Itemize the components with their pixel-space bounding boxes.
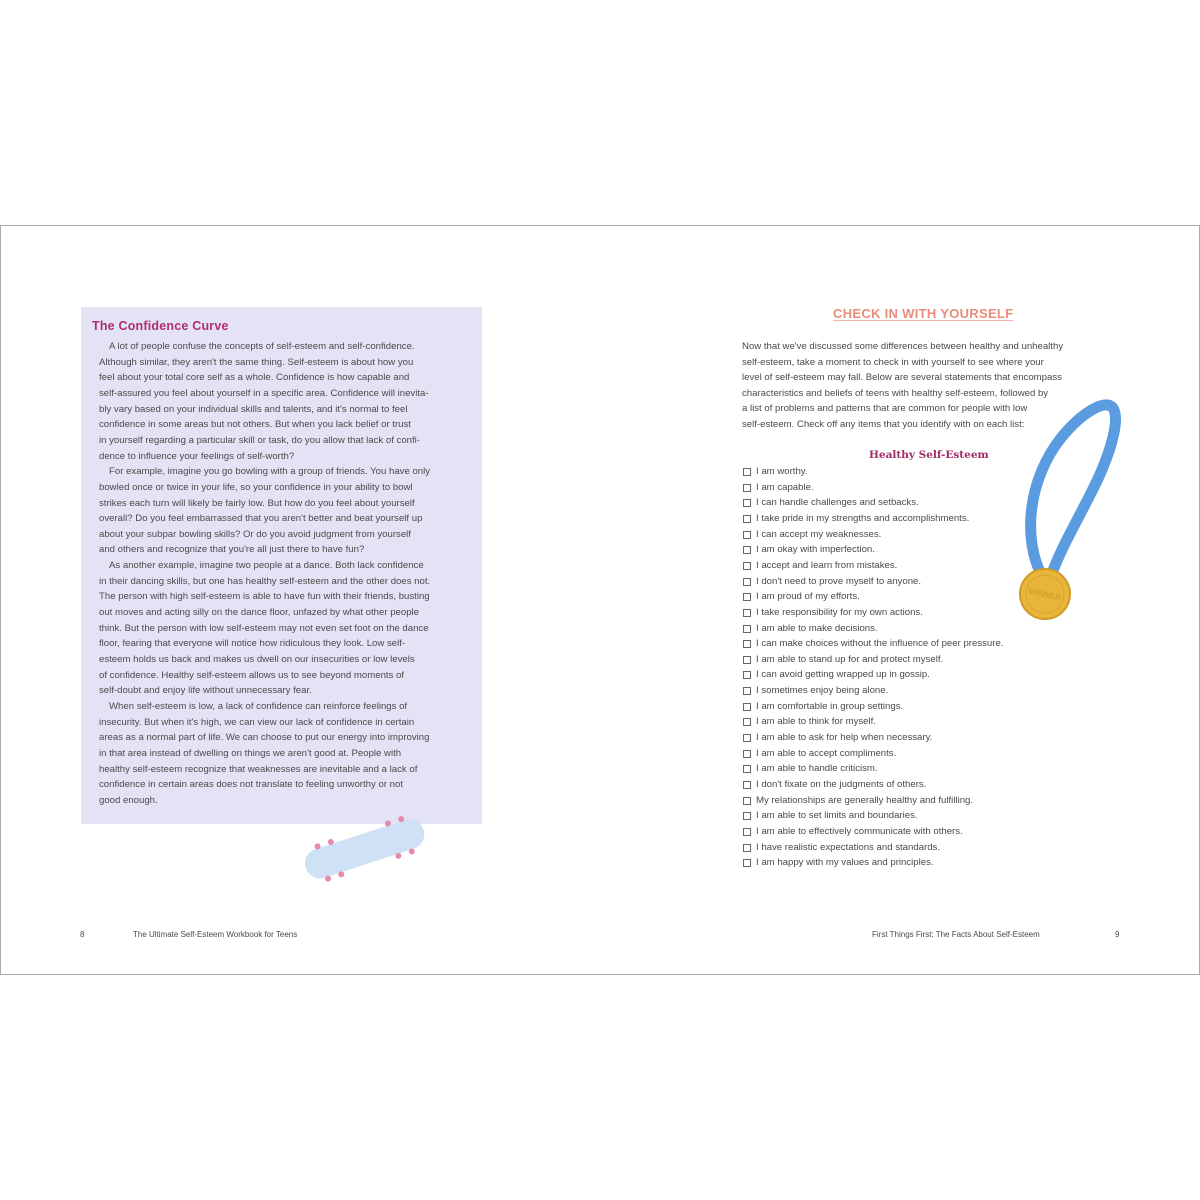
body-line: A lot of people confuse the concepts of self-esteem and self-confidence. xyxy=(109,341,415,352)
checkbox-icon[interactable] xyxy=(743,671,751,679)
body-line: bowled once or twice in your life, so your confidence in your ability to bowl xyxy=(99,481,413,493)
intro-line: self-esteem, take a moment to check in with yourself to see where your xyxy=(742,356,1044,368)
checklist-item-label: I am worthy. xyxy=(756,466,808,477)
body-line: self-assured you feel about yourself in a specific area. Confidence will inevita- xyxy=(99,387,429,399)
body-line: dence to influence your feelings of self-worth? xyxy=(99,450,295,462)
checklist-item-label: I sometimes enjoy being alone. xyxy=(756,685,889,697)
checkbox-icon[interactable] xyxy=(743,656,751,664)
checkbox-icon[interactable] xyxy=(743,765,751,773)
checkbox-icon[interactable] xyxy=(743,531,751,539)
skateboard-illustration xyxy=(294,812,434,882)
checklist-item-label: I am okay with imperfection. xyxy=(756,544,875,556)
body-line: out moves and acting silly on the dance floor, unfazed by what other people xyxy=(99,607,419,619)
checklist-item-label: I can make choices without the influence of peer pressure. xyxy=(756,638,1004,650)
checkbox-icon[interactable] xyxy=(743,640,751,648)
checkbox-icon[interactable] xyxy=(743,828,751,836)
body-line: in their dancing skills, but one has healthy self-esteem and the other does not. xyxy=(99,575,431,587)
checklist-item-label: I am comfortable in group settings. xyxy=(756,700,904,712)
checklist-item-label: My relationships are generally healthy and fulfilling. xyxy=(756,794,974,806)
body-line: confidence in some areas but not others. But when you lack belief or trust xyxy=(99,419,411,431)
checklist-item-label: I have realistic expectations and standards. xyxy=(756,841,940,853)
body-line: and others and recognize that you're all just there to have fun? xyxy=(99,544,365,556)
body-line: overall? Do you feel embarrassed that you aren't better and beat yourself up xyxy=(99,513,423,525)
checkbox-icon[interactable] xyxy=(743,844,751,852)
body-line: When self-esteem is low, a lack of confidence can reinforce feelings of xyxy=(109,700,408,712)
checkbox-icon[interactable] xyxy=(743,781,751,789)
intro-line: a list of problems and patterns that are common for people with low xyxy=(742,403,1028,415)
checklist-item-label: I am able to make decisions. xyxy=(756,622,878,634)
body-line: Although similar, they aren't the same thing. Self-esteem is about how you xyxy=(99,356,414,368)
checklist-item-label: I accept and learn from mistakes. xyxy=(756,559,898,571)
checkbox-icon[interactable] xyxy=(743,515,751,523)
intro-line: level of self-esteem may fall. Below are several statements that encompass xyxy=(742,372,1062,384)
body-line: areas as a normal part of life. We can choose to put our energy into improving xyxy=(99,732,430,744)
body-line: confidence in certain areas does not translate to feeling unworthy or not xyxy=(99,779,403,791)
medal-text: WINNER xyxy=(1028,586,1062,603)
checkbox-icon[interactable] xyxy=(743,687,751,695)
body-line: good enough. xyxy=(99,794,158,806)
checkbox-icon[interactable] xyxy=(743,499,751,507)
intro-line: self-esteem. Check off any items that you identify with on each list: xyxy=(742,419,1025,430)
checklist-item-label: I don't fixate on the judgments of others. xyxy=(756,779,927,790)
confidence-curve-sidebar xyxy=(81,307,482,824)
checklist-item-label: I am able to accept compliments. xyxy=(756,747,897,759)
checkbox-icon[interactable] xyxy=(743,734,751,742)
body-line: esteem holds us back and makes us dwell on our insecurities or low levels xyxy=(99,654,415,665)
checklist-item-label: I am able to handle criticism. xyxy=(756,763,878,775)
checklist-item-label: I can accept my weaknesses. xyxy=(756,528,882,540)
body-line: floor, fearing that everyone will notice how ridiculous they look. Low self- xyxy=(99,638,406,650)
body-line: about your subpar bowling skills? Or do you avoid judgment from yourself xyxy=(99,528,411,540)
checkbox-icon[interactable] xyxy=(743,859,751,867)
checklist-item-label: I am able to effectively communicate with others. xyxy=(756,825,963,837)
intro-line: Now that we've discussed some differences between healthy and unhealthy xyxy=(742,341,1064,352)
left-running-title: The Ultimate Self-Esteem Workbook for Teens xyxy=(133,930,298,939)
left-page-number: 8 xyxy=(80,930,85,939)
body-line: feel about your total core self as a whole. Confidence is how capable and xyxy=(99,372,410,384)
body-line: self-doubt and enjoy life without unnecessary fear. xyxy=(99,685,312,697)
right-page-number: 9 xyxy=(1115,930,1120,939)
checkbox-icon[interactable] xyxy=(743,625,751,633)
check-in-heading: CHECK IN WITH YOURSELF xyxy=(833,306,1014,321)
right-running-title: First Things First: The Facts About Self-Esteem xyxy=(872,930,1040,939)
healthy-self-esteem-subheading: Healthy Self-Esteem xyxy=(869,449,989,461)
book-spread xyxy=(0,225,1200,975)
body-line: think. But the person with low self-esteem may not even set foot on the dance xyxy=(99,622,429,634)
checklist-item-label: I take responsibility for my own actions. xyxy=(756,606,923,618)
checkbox-icon[interactable] xyxy=(743,750,751,758)
checklist-item-label: I can handle challenges and setbacks. xyxy=(756,497,919,509)
checkbox-icon[interactable] xyxy=(743,562,751,570)
checkbox-icon[interactable] xyxy=(743,703,751,711)
sidebar-title: The Confidence Curve xyxy=(92,319,229,333)
body-line: insecurity. But when it's high, we can view our lack of confidence in certain xyxy=(99,716,415,728)
body-line: in that area instead of dwelling on things we aren't good at. People with xyxy=(99,747,402,759)
body-line: The person with high self-esteem is able to have fun with their friends, busting xyxy=(99,591,430,603)
checkbox-icon[interactable] xyxy=(743,468,751,476)
checklist-item-label: I am happy with my values and principles. xyxy=(756,857,934,869)
intro-line: characteristics and beliefs of teens with healthy self-esteem, followed by xyxy=(742,387,1049,399)
body-line: of confidence. Healthy self-esteem allows us to see beyond moments of xyxy=(99,669,405,681)
checklist-item-label: I can avoid getting wrapped up in gossip. xyxy=(756,669,930,681)
checkbox-icon[interactable] xyxy=(743,593,751,601)
checkbox-icon[interactable] xyxy=(743,546,751,554)
checkbox-icon[interactable] xyxy=(743,484,751,492)
medal-illustration xyxy=(991,398,1131,628)
checkbox-icon[interactable] xyxy=(743,812,751,820)
checklist-item-label: I am able to stand up for and protect myself. xyxy=(756,653,944,665)
checklist-item-label: I take pride in my strengths and accomplishments. xyxy=(756,512,970,524)
checklist-item-label: I am proud of my efforts. xyxy=(756,591,860,603)
checkbox-icon[interactable] xyxy=(743,797,751,805)
checklist-item-label: I am able to think for myself. xyxy=(756,716,876,728)
checkbox-icon[interactable] xyxy=(743,609,751,617)
body-line: healthy self-esteem recognize that weaknesses are inevitable and a lack of xyxy=(99,763,418,775)
checklist-item-label: I am capable. xyxy=(756,481,814,493)
checklist-item-label: I am able to set limits and boundaries. xyxy=(756,810,918,822)
body-line: For example, imagine you go bowling with a group of friends. You have only xyxy=(109,466,431,478)
checkbox-icon[interactable] xyxy=(743,718,751,726)
checklist-item-label: I don't need to prove myself to anyone. xyxy=(756,575,922,587)
body-line: in yourself regarding a particular skill or task, do you allow that lack of confi- xyxy=(99,434,421,446)
body-line: As another example, imagine two people at a dance. Both lack confidence xyxy=(109,560,424,572)
checkbox-icon[interactable] xyxy=(743,578,751,586)
body-line: strikes each turn will likely be fairly low. But how do you feel about yourself xyxy=(99,497,415,509)
body-line: bly vary based on your individual skills and talents, and it's normal to feel xyxy=(99,403,408,415)
checklist-item-label: I am able to ask for help when necessary. xyxy=(756,732,933,744)
